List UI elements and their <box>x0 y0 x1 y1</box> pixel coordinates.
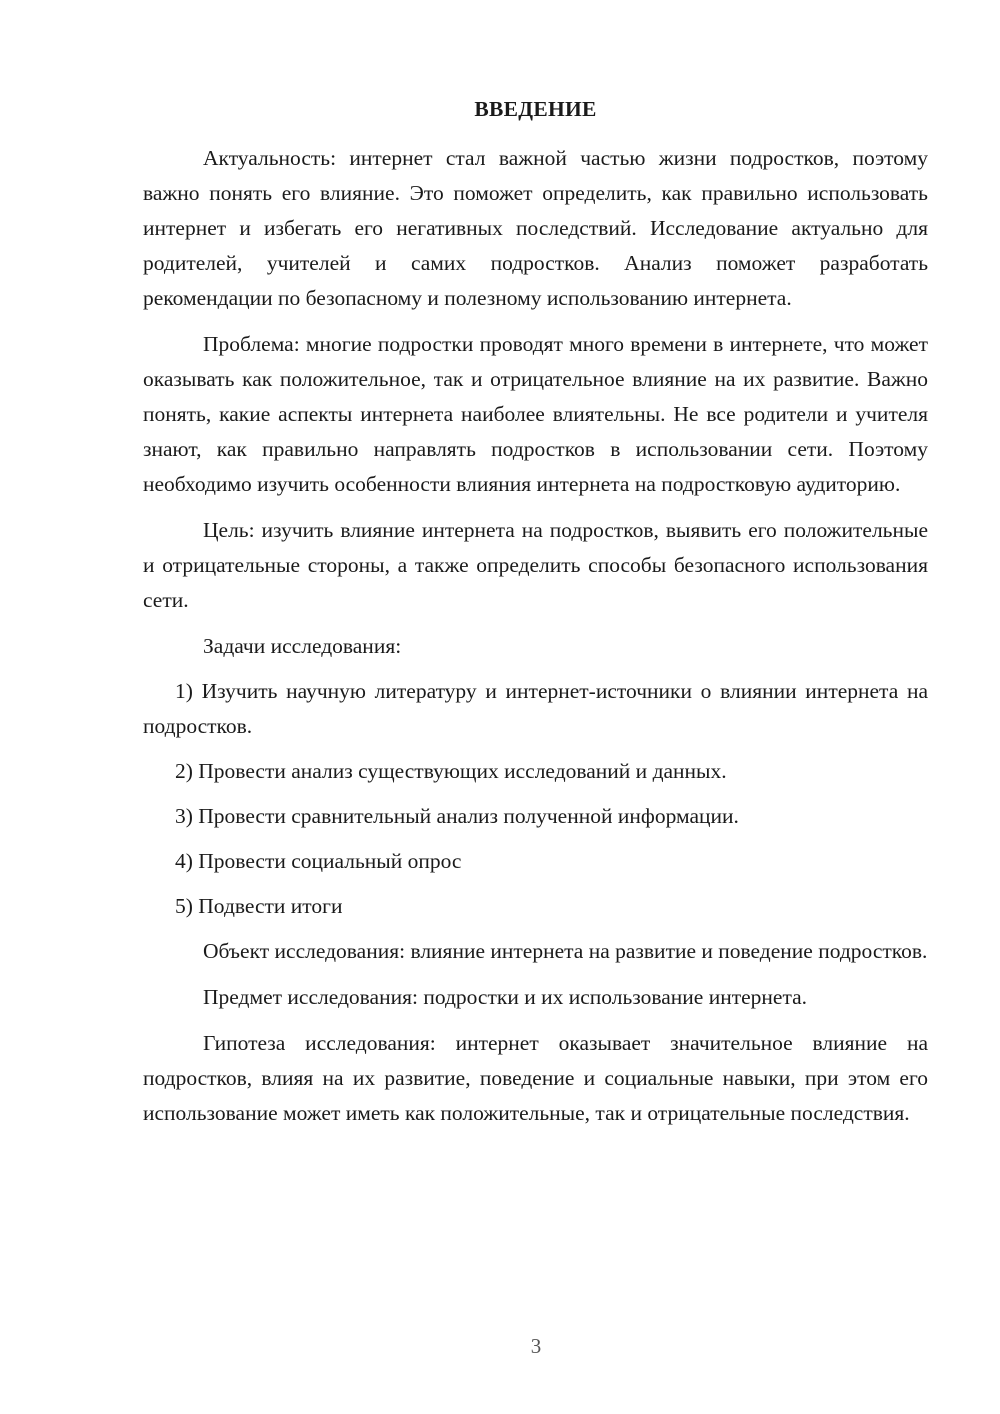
paragraph-problem: Проблема: многие подростки проводят много времени в интернете, что может оказывать как положительное, так и отрицательное влияние на их развитие. Важно понять, какие аспекты интернета наиболее влиятельны. Не все родители и учителя знают, как правильно направлять подростков в использовании сети. Поэтому необходимо изучить особенности влияния интернета на подростковую аудиторию. <box>143 332 928 496</box>
paragraph-object: Объект исследования: влияние интернета на развитие и поведение подростков. <box>203 939 928 963</box>
task-item-5: 5) Подвести итоги <box>175 894 343 918</box>
paragraph-goal: Цель: изучить влияние интернета на подростков, выявить его положительные и отрицательные стороны, а также определить способы безопасного использования сети. <box>143 518 928 612</box>
task-item-4: 4) Провести социальный опрос <box>175 849 462 873</box>
tasks-heading: Задачи исследования: <box>203 634 402 658</box>
tasks-list <box>143 674 928 924</box>
paragraph-subject: Предмет исследования: подростки и их использование интернета. <box>203 985 808 1009</box>
task-item-2: 2) Провести анализ существующих исследований и данных. <box>175 759 727 783</box>
document-page <box>143 94 928 1142</box>
page-number: 3 <box>530 1334 542 1358</box>
task-item-3: 3) Провести сравнительный анализ полученной информации. <box>175 804 739 828</box>
paragraph-hypothesis: Гипотеза исследования: интернет оказывает значительное влияние на подростков, влияя на их развитие, поведение и социальные навыки, при этом его использование может иметь как положительные, так и отрицательные последствия. <box>143 1031 928 1125</box>
section-title: ВВЕДЕНИЕ <box>474 97 597 121</box>
task-item-1: 1) Изучить научную литературу и интернет-источники о влиянии интернета на подростков. <box>143 679 928 738</box>
paragraph-relevance: Актуальность: интернет стал важной частью жизни подростков, поэтому важно понять его влияние. Это поможет определить, как правильно использовать интернет и избегать его негативных последствий. Исследование актуально для родителей, учителей и самих подростков. Анализ поможет разработать рекомендации по безопасному и полезному использованию интернета. <box>143 146 928 310</box>
